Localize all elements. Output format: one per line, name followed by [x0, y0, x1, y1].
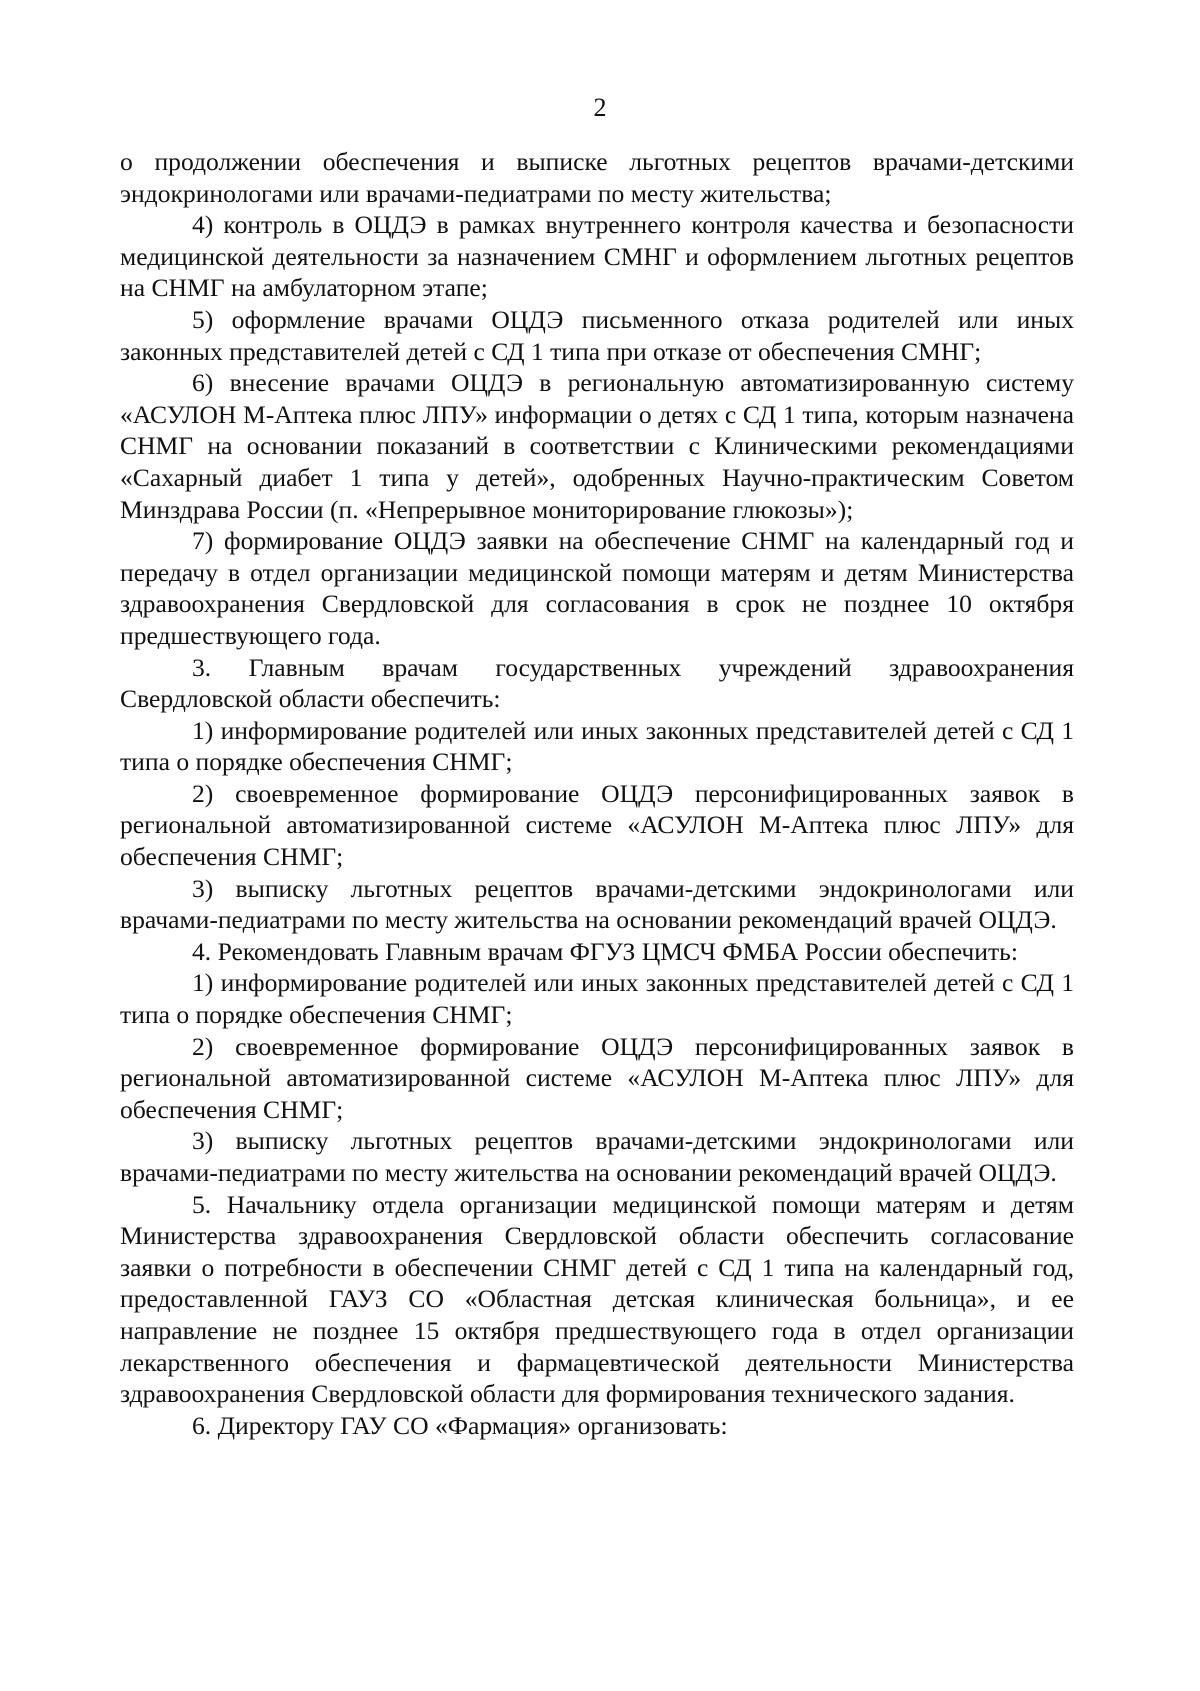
paragraph-continuation: о продолжении обеспечения и выписке льготных рецептов врачами-детскими эндокринологами или врачами-педиатрами по месту жительства;: [120, 147, 1074, 208]
paragraph-item-4-1: 1) информирование родителей или иных законных представителей детей с СД 1 типа о порядке обеспечения СНМГ;: [120, 968, 1074, 1030]
paragraph-section-4: 4. Рекомендовать Главным врачам ФГУЗ ЦМСЧ ФМБА России обеспечить:: [192, 936, 1018, 966]
paragraph-item-3-1: 1) информирование родителей или иных законных представителей детей с СД 1 типа о порядке обеспечения СНМГ;: [120, 715, 1074, 777]
paragraph-item-3-2: 2) своевременное формирование ОЦДЭ персонифицированных заявок в региональной автоматизированной системе «АСУЛОН М-Аптека плюс ЛПУ» для обеспечения СНМГ;: [120, 778, 1074, 872]
paragraph-item-2-7: 7) формирование ОЦДЭ заявки на обеспечение СНМГ на календарный год и передачу в отдел организации медицинской помощи матерям и детям Министерства здравоохранения Свердловской для согласования в срок не позднее 10 октября предшествующего года.: [120, 526, 1074, 650]
page-number: 2: [593, 93, 607, 122]
paragraph-item-2-4: 4) контроль в ОЦДЭ в рамках внутреннего контроля качества и безопасности медицинской деятельности за назначением СМНГ и оформлением льготных рецептов на СНМГ на амбулаторном этапе;: [120, 210, 1074, 303]
paragraph-item-4-2: 2) своевременное формирование ОЦДЭ персонифицированных заявок в региональной автоматизированной системе «АСУЛОН М-Аптека плюс ЛПУ» для обеспечения СНМГ;: [120, 1031, 1074, 1124]
paragraph-section-3: 3. Главным врачам государственных учреждений здравоохранения Свердловской области обеспечить:: [120, 652, 1074, 714]
paragraph-item-3-3: 3) выписку льготных рецептов врачами-детскими эндокринологами или врачами-педиатрами по месту жительства на основании рекомендаций врачей ОЦДЭ.: [120, 873, 1074, 935]
paragraph-item-2-6: 6) внесение врачами ОЦДЭ в региональную автоматизированную систему «АСУЛОН М-Аптека плюс ЛПУ» информации о детях с СД 1 типа, которым назначена СНМГ на основании показаний в соответствии с Клиническими рекомендациями «Сахарный диабет 1 типа у детей», одобренных Научно-практическим Советом Минздрава России (п. «Непрерывное мониторирование глюкозы»);: [120, 368, 1074, 524]
paragraph-section-6: 6. Директору ГАУ СО «Фармация» организовать:: [192, 1410, 728, 1440]
document-body: [120, 146, 1074, 1441]
paragraph-item-4-3: 3) выписку льготных рецептов врачами-детскими эндокринологами или врачами-педиатрами по месту жительства на основании рекомендаций врачей ОЦДЭ.: [120, 1126, 1074, 1187]
paragraph-section-5: 5. Начальнику отдела организации медицинской помощи матерям и детям Министерства здравоохранения Свердловской области обеспечить согласование заявки о потребности в обеспечении СНМГ детей с СД 1 типа на календарный год, предоставленной ГАУЗ СО «Областная детская клиническая больница», и ее направление не позднее 15 октября предшествующего года в отдел организации лекарственного обеспечения и фармацевтической деятельности Министерства здравоохранения Свердловской области для формирования технического задания.: [120, 1189, 1074, 1409]
paragraph-item-2-5: 5) оформление врачами ОЦДЭ письменного отказа родителей или иных законных представителей детей с СД 1 типа при отказе от обеспечения СМНГ;: [120, 304, 1074, 366]
